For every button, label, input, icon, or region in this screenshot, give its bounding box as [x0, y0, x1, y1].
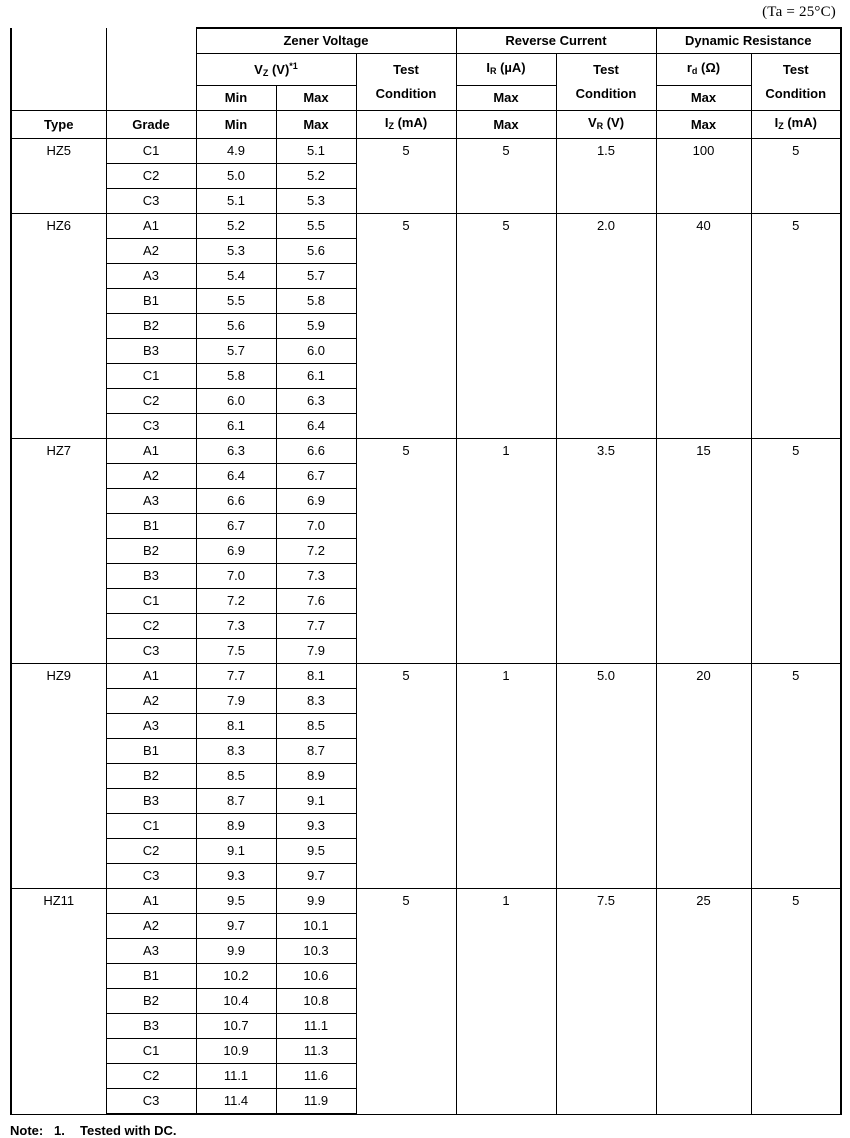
header-vr-unit: [556, 111, 656, 139]
header-min-unit: Min: [196, 111, 276, 139]
cell-vz-min: 8.3: [196, 739, 276, 764]
cell-vz-max: 7.9: [276, 639, 356, 664]
header-dynamic-resistance: Dynamic Resistance: [656, 28, 841, 54]
cell-vz-min: 10.9: [196, 1039, 276, 1064]
cell-vz-min: 7.7: [196, 664, 276, 689]
table-row: [11, 439, 841, 464]
cell-vz-min: 11.4: [196, 1089, 276, 1115]
vz-unit: (V): [268, 62, 290, 77]
cell-vz-min: 6.3: [196, 439, 276, 464]
cell-grade: C2: [106, 389, 196, 414]
header-row-units: [11, 111, 841, 139]
cell-vz-max: 7.3: [276, 564, 356, 589]
cell-vz-min: 5.1: [196, 189, 276, 214]
cell-grade: B1: [106, 289, 196, 314]
footnote-text: Tested with DC.: [80, 1123, 177, 1138]
cell-vz-min: 7.3: [196, 614, 276, 639]
cell-type: HZ11: [11, 889, 106, 1115]
cell-vz-min: 6.4: [196, 464, 276, 489]
cell-vz-min: 7.2: [196, 589, 276, 614]
cell-vz-min: 7.0: [196, 564, 276, 589]
cell-grade: B1: [106, 964, 196, 989]
header-ir-max: Max: [456, 86, 556, 111]
footnote-label: Note:: [10, 1123, 44, 1138]
cell-vz-max: 7.6: [276, 589, 356, 614]
cell-vz-min: 8.9: [196, 814, 276, 839]
cell-type: HZ7: [11, 439, 106, 664]
cell-grade: C3: [106, 414, 196, 439]
cell-grade: C1: [106, 364, 196, 389]
footnote: [10, 1123, 840, 1138]
header-rd-max: Max: [656, 86, 751, 111]
cell-vz-min: 11.1: [196, 1064, 276, 1089]
header-vz-min: Min: [196, 86, 276, 111]
iz-unit-text: (mA): [393, 115, 428, 130]
rd-subscript: d: [691, 66, 698, 76]
zener-diode-spec-table: [10, 27, 842, 1115]
cell-vz-max: 11.6: [276, 1064, 356, 1089]
cell-vz-max: 9.5: [276, 839, 356, 864]
cell-vz-min: 9.3: [196, 864, 276, 889]
header-vz-max: Max: [276, 86, 356, 111]
cell-grade: A2: [106, 464, 196, 489]
cell-vz-max: 5.8: [276, 289, 356, 314]
cell-iz-test-2: 5: [751, 139, 841, 214]
cell-grade: B3: [106, 339, 196, 364]
header-row-groups: [11, 28, 841, 54]
iz2-label: I: [774, 115, 779, 130]
cell-vz-min: 8.7: [196, 789, 276, 814]
cell-vz-max: 8.1: [276, 664, 356, 689]
cell-grade: B1: [106, 514, 196, 539]
cell-vz-max: 9.9: [276, 889, 356, 914]
cell-vz-max: 11.3: [276, 1039, 356, 1064]
cell-vz-min: 5.7: [196, 339, 276, 364]
cell-grade: A1: [106, 664, 196, 689]
cell-vz-max: 5.6: [276, 239, 356, 264]
cell-rd-max: 40: [656, 214, 751, 439]
cell-grade: A3: [106, 714, 196, 739]
cell-grade: B2: [106, 989, 196, 1014]
cell-vz-min: 4.9: [196, 139, 276, 164]
table-row: [11, 664, 841, 689]
cell-grade: A2: [106, 689, 196, 714]
cell-grade: B2: [106, 764, 196, 789]
header-ir-symbol: [456, 54, 556, 86]
cell-vz-min: 5.5: [196, 289, 276, 314]
cell-vz-min: 6.9: [196, 539, 276, 564]
table-row: [11, 139, 841, 164]
cell-vz-max: 9.3: [276, 814, 356, 839]
cell-vz-min: 6.7: [196, 514, 276, 539]
cell-vz-min: 10.4: [196, 989, 276, 1014]
cell-vz-max: 5.2: [276, 164, 356, 189]
cell-vz-max: 5.9: [276, 314, 356, 339]
cell-grade: A1: [106, 214, 196, 239]
cell-grade: A3: [106, 264, 196, 289]
cell-grade: C2: [106, 839, 196, 864]
footnote-number: 1.: [54, 1123, 65, 1138]
cell-iz-test-2: 5: [751, 439, 841, 664]
vz-label: V: [254, 62, 263, 77]
cell-grade: C1: [106, 139, 196, 164]
header-iz2-unit: [751, 111, 841, 139]
cell-ir-max: 1: [456, 664, 556, 889]
cell-iz-test-2: 5: [751, 214, 841, 439]
cell-grade: C3: [106, 639, 196, 664]
cell-grade: C1: [106, 1039, 196, 1064]
cell-vz-min: 8.1: [196, 714, 276, 739]
ir-unit: (µA): [496, 60, 526, 75]
cell-vz-max: 10.6: [276, 964, 356, 989]
header-ir-max-unit: Max: [456, 111, 556, 139]
header-test-condition-reverse: Test Condition: [556, 54, 656, 111]
iz2-unit-text: (mA): [783, 115, 817, 130]
cell-vr: 5.0: [556, 664, 656, 889]
cell-grade: B1: [106, 739, 196, 764]
cell-rd-max: 15: [656, 439, 751, 664]
cell-iz-test: 5: [356, 664, 456, 889]
cell-vz-max: 7.7: [276, 614, 356, 639]
cell-vr: 1.5: [556, 139, 656, 214]
cell-grade: C1: [106, 814, 196, 839]
cell-vz-max: 7.0: [276, 514, 356, 539]
vz-footnote-ref: *1: [289, 61, 298, 71]
header-zener-voltage: Zener Voltage: [196, 28, 456, 54]
cell-grade: A1: [106, 439, 196, 464]
cell-vz-max: 6.6: [276, 439, 356, 464]
header-reverse-current: Reverse Current: [456, 28, 656, 54]
cell-vz-min: 6.0: [196, 389, 276, 414]
cell-rd-max: 100: [656, 139, 751, 214]
cell-vz-max: 7.2: [276, 539, 356, 564]
cell-ir-max: 1: [456, 439, 556, 664]
header-rd-max-unit: Max: [656, 111, 751, 139]
header-iz-unit: [356, 111, 456, 139]
cell-ir-max: 1: [456, 889, 556, 1115]
iz-subscript: Z: [388, 121, 394, 131]
table-head: [11, 28, 841, 139]
cell-vz-max: 11.1: [276, 1014, 356, 1039]
cell-vz-min: 7.5: [196, 639, 276, 664]
ir-subscript: R: [489, 66, 497, 76]
cell-vz-max: 5.1: [276, 139, 356, 164]
cell-vz-max: 6.3: [276, 389, 356, 414]
cell-vz-min: 5.4: [196, 264, 276, 289]
cell-vr: 7.5: [556, 889, 656, 1115]
cell-vz-max: 9.1: [276, 789, 356, 814]
cell-grade: A2: [106, 239, 196, 264]
vz-subscript: Z: [262, 68, 269, 78]
cell-vz-min: 7.9: [196, 689, 276, 714]
vr-subscript: R: [596, 121, 604, 131]
cell-grade: B2: [106, 314, 196, 339]
cell-grade: C1: [106, 589, 196, 614]
cell-vz-min: 10.7: [196, 1014, 276, 1039]
header-grade: Grade: [106, 111, 196, 139]
cell-vz-max: 5.5: [276, 214, 356, 239]
cell-vz-max: 8.5: [276, 714, 356, 739]
cell-grade: A3: [106, 939, 196, 964]
cell-grade: B3: [106, 1014, 196, 1039]
temperature-condition: (Ta = 25°C): [762, 4, 836, 20]
cell-vz-min: 5.2: [196, 214, 276, 239]
table-body: [11, 139, 841, 1115]
cell-grade: A3: [106, 489, 196, 514]
iz2-subscript: Z: [778, 121, 784, 131]
cell-grade: C3: [106, 1089, 196, 1115]
header-test-condition-dynamic: Test Condition: [751, 54, 841, 111]
table-row: [11, 889, 841, 914]
cell-iz-test: 5: [356, 214, 456, 439]
cell-vz-min: 9.5: [196, 889, 276, 914]
cell-grade: B2: [106, 539, 196, 564]
rd-unit: (Ω): [697, 60, 721, 75]
header-vz-symbol: [196, 54, 356, 86]
cell-vz-max: 5.3: [276, 189, 356, 214]
cell-vz-min: 5.0: [196, 164, 276, 189]
cell-grade: C2: [106, 1064, 196, 1089]
cell-grade: A1: [106, 889, 196, 914]
cell-grade: A2: [106, 914, 196, 939]
cell-iz-test: 5: [356, 139, 456, 214]
cell-vz-min: 5.6: [196, 314, 276, 339]
cell-vz-max: 6.7: [276, 464, 356, 489]
cell-rd-max: 25: [656, 889, 751, 1115]
header-rd-symbol: [656, 54, 751, 86]
header-type: Type: [11, 111, 106, 139]
cell-vz-max: 10.3: [276, 939, 356, 964]
ir-label: I: [486, 60, 490, 75]
cell-vz-max: 5.7: [276, 264, 356, 289]
cell-vz-max: 8.3: [276, 689, 356, 714]
iz-label: I: [384, 115, 389, 130]
cell-vz-max: 6.9: [276, 489, 356, 514]
cell-vz-max: 6.0: [276, 339, 356, 364]
cell-type: HZ6: [11, 214, 106, 439]
cell-iz-test-2: 5: [751, 889, 841, 1115]
cell-ir-max: 5: [456, 214, 556, 439]
cell-iz-test: 5: [356, 889, 456, 1115]
cell-vz-min: 8.5: [196, 764, 276, 789]
cell-grade: C2: [106, 614, 196, 639]
cell-grade: B3: [106, 789, 196, 814]
cell-vz-max: 8.9: [276, 764, 356, 789]
cell-ir-max: 5: [456, 139, 556, 214]
cell-type: HZ9: [11, 664, 106, 889]
vr-label: V: [587, 115, 597, 130]
cell-vz-min: 9.9: [196, 939, 276, 964]
cell-vr: 3.5: [556, 439, 656, 664]
header-spacer-grade: [106, 28, 196, 111]
cell-vz-min: 9.1: [196, 839, 276, 864]
cell-grade: C3: [106, 864, 196, 889]
header-test-condition-zener: Test Condition: [356, 54, 456, 111]
cell-vz-min: 5.3: [196, 239, 276, 264]
cell-vz-min: 10.2: [196, 964, 276, 989]
cell-iz-test-2: 5: [751, 664, 841, 889]
rd-label: r: [686, 60, 692, 75]
cell-vz-min: 5.8: [196, 364, 276, 389]
cell-type: HZ5: [11, 139, 106, 214]
cell-iz-test: 5: [356, 439, 456, 664]
cell-vz-max: 6.4: [276, 414, 356, 439]
header-spacer-type: [11, 28, 106, 111]
cell-grade: B3: [106, 564, 196, 589]
cell-vz-max: 11.9: [276, 1089, 356, 1115]
cell-vz-max: 6.1: [276, 364, 356, 389]
cell-vz-min: 9.7: [196, 914, 276, 939]
cell-grade: C2: [106, 164, 196, 189]
table-row: [11, 214, 841, 239]
cell-vz-min: 6.6: [196, 489, 276, 514]
header-max-unit: Max: [276, 111, 356, 139]
cell-vz-max: 10.1: [276, 914, 356, 939]
cell-vz-max: 10.8: [276, 989, 356, 1014]
cell-vz-min: 6.1: [196, 414, 276, 439]
cell-grade: C3: [106, 189, 196, 214]
vr-unit-text: (V): [603, 115, 625, 130]
cell-vz-max: 9.7: [276, 864, 356, 889]
cell-vr: 2.0: [556, 214, 656, 439]
cell-rd-max: 20: [656, 664, 751, 889]
cell-vz-max: 8.7: [276, 739, 356, 764]
